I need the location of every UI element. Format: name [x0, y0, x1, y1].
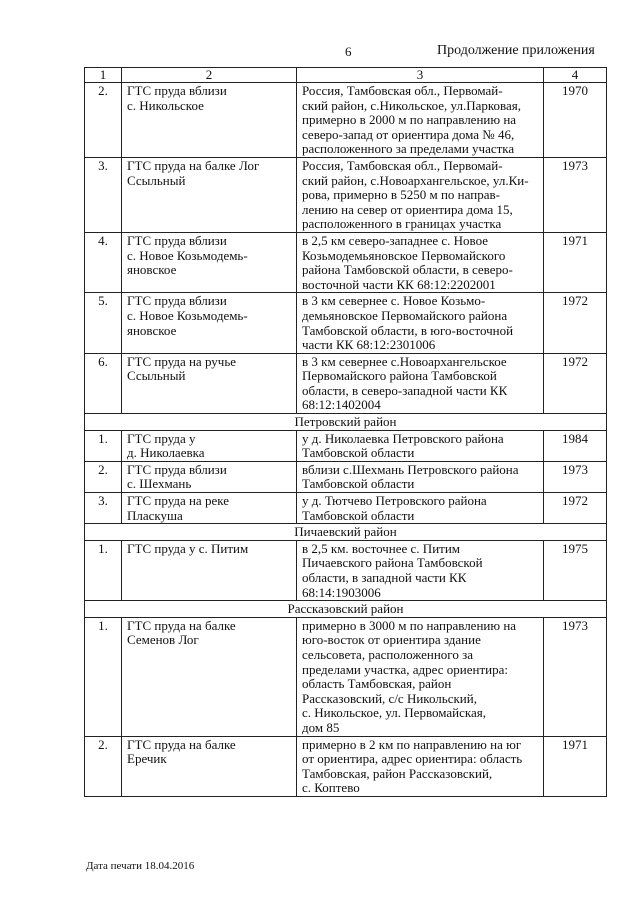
- facility-location-line: Пичаевского района Тамбовской: [302, 555, 483, 571]
- row-number: 3.: [85, 493, 122, 524]
- facility-name-line: ГТС пруда у с. Питим: [127, 540, 249, 556]
- facility-location-line: в 3 км севернее с.Новоархангельское: [302, 353, 507, 369]
- facility-location-line: расположенного за пределами участка: [302, 141, 515, 157]
- table-row: [85, 493, 607, 524]
- facility-name-line: Ссыльный: [127, 172, 186, 188]
- facility-location-line: восточной части КК 68:12:2202001: [302, 276, 496, 292]
- row-number: 5.: [85, 293, 122, 353]
- facility-location-line: Тамбовской области: [302, 507, 415, 523]
- facility-name: [122, 157, 297, 232]
- table-row: [85, 617, 607, 736]
- row-number: 1.: [85, 617, 122, 736]
- facility-location-line: Россия, Тамбовская обл., Первомай-: [302, 83, 503, 98]
- table-row: [85, 293, 607, 353]
- table-row: [85, 540, 607, 600]
- facility-location-line: области, в северо-западной части КК: [302, 382, 508, 398]
- construction-year: 1972: [544, 353, 607, 413]
- table-row: [85, 430, 607, 461]
- facility-location-line: Тамбовская, район Рассказовский,: [302, 765, 493, 781]
- facility-name-line: ГТС пруда на ручье: [127, 353, 237, 369]
- facility-location-line: 68:12:1402004: [302, 397, 381, 413]
- facility-name-line: с. Новое Козьмодемь-: [127, 247, 248, 263]
- facility-location: [297, 293, 544, 353]
- row-number: 1.: [85, 540, 122, 600]
- table-row: [85, 157, 607, 232]
- facility-name-line: Семенов Лог: [127, 632, 199, 648]
- facility-location: [297, 736, 544, 796]
- district-header-row: [85, 601, 607, 618]
- facility-location-line: расположенного в границах участка: [302, 216, 502, 232]
- facility-location-line: в 2,5 км. восточнее с. Питим: [302, 540, 461, 556]
- facility-name-line: ГТС пруда у: [127, 430, 196, 446]
- facility-location: [297, 353, 544, 413]
- facility-location: [297, 617, 544, 736]
- facility-location: [297, 540, 544, 600]
- facility-location-line: с. Никольское, ул. Первомайская,: [302, 705, 486, 721]
- row-number: 2.: [85, 461, 122, 492]
- facility-name: [122, 430, 297, 461]
- table-row: [85, 736, 607, 796]
- facility-location-line: с. Коптево: [302, 780, 360, 796]
- facility-name: [122, 293, 297, 353]
- facility-location-line: в 3 км севернее с. Новое Козьмо-: [302, 293, 486, 309]
- facility-name-line: яновское: [127, 262, 177, 278]
- facility-name-line: ГТС пруда на балке: [127, 736, 236, 752]
- facility-location-line: дом 85: [302, 719, 340, 735]
- row-number: 3.: [85, 157, 122, 232]
- facility-location-line: части КК 68:12:2301006: [302, 337, 436, 353]
- facility-location-line: примерно в 2000 м по направлению на: [302, 112, 517, 128]
- print-date: Дата печати 18.04.2016: [86, 860, 195, 872]
- facility-location-line: ский район, с.Новоархангельское, ул.Ки-: [302, 172, 529, 188]
- facility-location-line: Тамбовской области: [302, 476, 415, 492]
- facility-location: [297, 232, 544, 292]
- facility-location-line: примерно в 2 км по направлению на юг: [302, 736, 522, 752]
- facility-name-line: ГТС пруда на реке: [127, 493, 229, 509]
- column-number-row: [85, 68, 607, 83]
- construction-year: 1971: [544, 232, 607, 292]
- facility-location-line: в 2,5 км северо-западнее с. Новое: [302, 232, 488, 248]
- construction-year: 1972: [544, 293, 607, 353]
- facility-location-line: вблизи с.Шехмань Петровского района: [302, 461, 519, 477]
- facility-location-line: Тамбовской области: [302, 445, 415, 461]
- facilities-table: [84, 67, 607, 797]
- facility-location-line: сельсовета, расположенного за: [302, 646, 473, 662]
- facility-name: [122, 493, 297, 524]
- facility-name: [122, 540, 297, 600]
- district-header-row: [85, 414, 607, 431]
- column-number-2: 2: [122, 68, 297, 83]
- facility-location-line: демьяновское Первомайского района: [302, 307, 508, 323]
- facility-name: [122, 83, 297, 158]
- facility-name-line: с. Шехмань: [127, 476, 192, 492]
- facility-name-line: ГТС пруда вблизи: [127, 293, 227, 309]
- facility-location-line: Тамбовской области, в юго-восточной: [302, 322, 514, 338]
- row-number: 2.: [85, 736, 122, 796]
- facility-location-line: области, в западной части КК: [302, 570, 467, 585]
- district-name: Рассказовский район: [85, 601, 607, 618]
- construction-year: 1975: [544, 540, 607, 600]
- facility-location-line: примерно в 3000 м по направлению на: [302, 617, 517, 633]
- construction-year: 1972: [544, 493, 607, 524]
- column-number-1: 1: [85, 68, 122, 83]
- facility-name: [122, 617, 297, 736]
- facility-name-line: Пласкуша: [127, 507, 183, 523]
- facility-location-line: Козьмодемьяновское Первомайского: [302, 247, 506, 263]
- facility-location-line: Первомайского района Тамбовской: [302, 368, 497, 384]
- facility-location-line: Рассказовский, с/с Никольский,: [302, 690, 477, 706]
- facility-location-line: от ориентира, адрес ориентира: область: [302, 751, 523, 767]
- facility-location-line: область Тамбовская, район: [302, 676, 452, 692]
- facility-location: [297, 493, 544, 524]
- construction-year: 1984: [544, 430, 607, 461]
- facility-name-line: яновское: [127, 322, 177, 338]
- construction-year: 1973: [544, 461, 607, 492]
- district-name: Петровский район: [85, 414, 607, 431]
- facility-name-line: ГТС пруда вблизи: [127, 461, 227, 477]
- facility-name-line: Еречик: [127, 751, 167, 767]
- table-row: [85, 461, 607, 492]
- facility-location-line: рова, примерно в 5250 м по направ-: [302, 187, 500, 203]
- facilities-table-body: [85, 68, 607, 797]
- district-name: Пичаевский район: [85, 524, 607, 541]
- facility-name-line: ГТС пруда вблизи: [127, 83, 227, 98]
- facility-location-line: у д. Тютчево Петровского района: [302, 493, 487, 509]
- facility-name-line: ГТС пруда на балке: [127, 617, 236, 633]
- row-number: 2.: [85, 83, 122, 158]
- facility-location: [297, 83, 544, 158]
- district-header-row: [85, 524, 607, 541]
- facility-name-line: с. Новое Козьмодемь-: [127, 307, 248, 323]
- facility-name-line: д. Николаевка: [127, 445, 205, 461]
- facility-location-line: лению на север от ориентира дома 15,: [302, 201, 513, 217]
- row-number: 6.: [85, 353, 122, 413]
- facility-location: [297, 430, 544, 461]
- facility-location-line: пределами участка, адрес ориентира:: [302, 661, 508, 677]
- row-number: 4.: [85, 232, 122, 292]
- table-row: [85, 83, 607, 158]
- facility-name: [122, 353, 297, 413]
- continuation-label: Продолжение приложения: [437, 43, 595, 58]
- facility-name-line: с. Никольское: [127, 97, 204, 113]
- facility-location: [297, 157, 544, 232]
- column-number-4: 4: [544, 68, 607, 83]
- facility-name-line: Ссыльный: [127, 368, 186, 384]
- facility-location-line: юго-восток от ориентира здание: [302, 632, 481, 648]
- facility-name: [122, 736, 297, 796]
- facility-name-line: ГТС пруда вблизи: [127, 232, 227, 248]
- facility-name: [122, 232, 297, 292]
- facility-location-line: 68:14:1903006: [302, 584, 381, 600]
- facility-location-line: Россия, Тамбовская обл., Первомай-: [302, 157, 503, 173]
- construction-year: 1973: [544, 157, 607, 232]
- construction-year: 1970: [544, 83, 607, 158]
- row-number: 1.: [85, 430, 122, 461]
- table-row: [85, 232, 607, 292]
- facility-name: [122, 461, 297, 492]
- facility-name-line: ГТС пруда на балке Лог: [127, 157, 260, 173]
- table-row: [85, 353, 607, 413]
- construction-year: 1973: [544, 617, 607, 736]
- construction-year: 1971: [544, 736, 607, 796]
- column-number-3: 3: [297, 68, 544, 83]
- facility-location-line: у д. Николаевка Петровского района: [302, 430, 504, 446]
- page-number: 6: [345, 44, 352, 59]
- facility-location-line: района Тамбовской области, в северо-: [302, 262, 513, 278]
- facility-location: [297, 461, 544, 492]
- facility-location-line: ский район, с.Никольское, ул.Парковая,: [302, 97, 522, 113]
- facility-location-line: северо-запад от ориентира дома № 46,: [302, 126, 515, 142]
